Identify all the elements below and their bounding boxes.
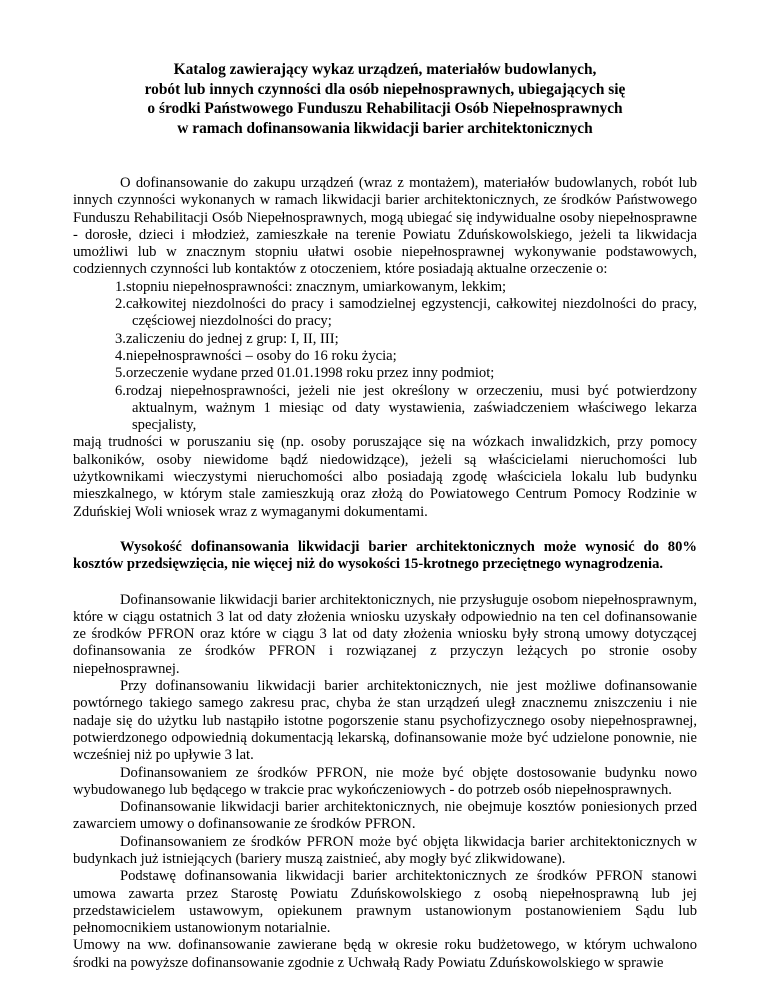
title-line: Katalog zawierający wykaz urządzeń, materiałów budowlanych,	[173, 61, 597, 78]
document-page	[73, 60, 697, 972]
condition-item: 2.całkowitej niezdolności do pracy i samodzielnej egzystencji, całkowitej niezdolności do pracy, częściowej niezdolności do pracy;	[115, 296, 697, 330]
condition-item: 5.orzeczenie wydane przed 01.01.1998 roku przez inny podmiot;	[115, 365, 495, 382]
condition-item: 3.zaliczeniu do jednej z grup: I, II, III;	[115, 330, 339, 347]
body-paragraph: Przy dofinansowaniu likwidacji barier architektonicznych, nie jest możliwe dofinansowanie powtórnego takiego samego zakresu prac, chyba że stan urządzeń uległ znacznemu zniszczeniu i nie nadaje się do użytku lub nastąpiło istotne pogorszenie stanu psychofizycznego osoby niepełnosprawnej, potwierdzonego odpowiednią dokumentacją lekarską, dofinansowanie może być udzielone ponownie, nie wcześniej niż po upływie 3 lat.	[73, 678, 697, 764]
condition-item: 6.rodzaj niepełnosprawności, jeżeli nie jest określony w orzeczeniu, musi być potwierdzony aktualnym, ważnym 1 miesiąc od daty wystawienia, zaświadczeniem właściwego lekarza specjalisty,	[115, 382, 697, 434]
body-paragraph: Dofinansowaniem ze środków PFRON może być objęta likwidacja barier architektonicznych w budynkach już istniejących (bariery muszą zaistnieć, aby mogły być zlikwidowane).	[73, 833, 697, 867]
title-line: w ramach dofinansowania likwidacji barier architektonicznych	[177, 119, 593, 137]
intro-paragraph: O dofinansowanie do zakupu urządzeń (wraz z montażem), materiałów budowlanych, robót lub innych czynności wykonanych w ramach likwidacji barier architektonicznych, ze środków Państwowego Funduszu Rehabilitacji Osób Niepełnosprawnych, mogą ubiegać się indywidualne osoby niepełnosprawne - dorosłe, dzieci i młodzież, zamieszkałe na terenie Powiatu Zduńskowolskiego, jeżeli ta likwidacja umożliwi lub w znacznym stopniu ułatwi osobie niepełnosprawnej wykonywanie podstawowych, codziennych czynności lub kontaktów z otoczeniem, które posiadają aktualne orzeczenie o:	[73, 175, 697, 278]
title-line: o środki Państwowego Funduszu Rehabilitacji Osób Niepełnosprawnych	[147, 100, 623, 117]
body-paragraph: Dofinansowanie likwidacji barier architektonicznych, nie przysługuje osobom niepełnosprawnym, które w ciągu ostatnich 3 lat od daty złożenia wniosku uzyskały odpowiednio na ten cel dofinansowanie ze środków PFRON oraz które w ciągu 3 lat od daty złożenia wniosku były stroną umowy dotyczącej dofinansowania ze środków PFRON i rozwiązanej z przyczyn leżących po stronie osoby niepełnosprawnej.	[73, 591, 697, 677]
body-paragraph: Dofinansowaniem ze środków PFRON, nie może być objęte dostosowanie budynku nowo wybudowanego lub będącego w trakcie prac wykończeniowych - do potrzeb osób niepełnosprawnych.	[73, 764, 697, 798]
body-paragraph: Podstawę dofinansowania likwidacji barier architektonicznych ze środków PFRON stanowi umowa zawarta przez Starostę Powiatu Zduńskowolskiego z osobą niepełnosprawną lub jej przedstawicielem ustawowym, opiekunem prawnym ustanowionym postanowieniem Sądu lub pełnomocnikiem ustanowionym notarialnie.	[73, 868, 697, 937]
document-title	[73, 60, 697, 138]
condition-item: 1.stopniu niepełnosprawności: znacznym, umiarkowanym, lekkim;	[115, 278, 507, 295]
funding-limit-statement: Wysokość dofinansowania likwidacji barier architektonicznych może wynosić do 80% kosztów przedsięwzięcia, nie więcej niż do wysokości 15-krotnego przeciętnego wynagrodzenia.	[73, 538, 697, 573]
condition-item: 4.niepełnosprawności – osoby do 16 roku życia;	[115, 347, 397, 364]
closing-paragraph: Umowy na ww. dofinansowanie zawierane będą w okresie roku budżetowego, w którym uchwalono środki na powyższe dofinansowanie zgodnie z Uchwałą Rady Powiatu Zduńskowolskiego w sprawie	[73, 937, 697, 971]
body-paragraph: Dofinansowanie likwidacji barier architektonicznych, nie obejmuje kosztów poniesionych przed zawarciem umowy o dofinansowanie ze środków PFRON.	[73, 799, 697, 833]
conditions-list	[73, 279, 697, 435]
after-list-paragraph: mają trudności w poruszaniu się (np. osoby poruszające się na wózkach inwalidzkich, przy pomocy balkoników, osoby niewidome bądź niedowidzące), jeżeli są właścicielami nieruchomości lub użytkownikami wieczystymi nieruchomości albo posiadają zgodę właściciela lokalu lub budynku mieszkalnego, w którym stale zamieszkują oraz złożą do Powiatowego Centrum Pomocy Rodzinie w Zduńskiej Woli wniosek wraz z wymaganymi dokumentami.	[73, 434, 697, 520]
title-line: robót lub innych czynności dla osób niepełnosprawnych, ubiegających się	[144, 80, 626, 98]
